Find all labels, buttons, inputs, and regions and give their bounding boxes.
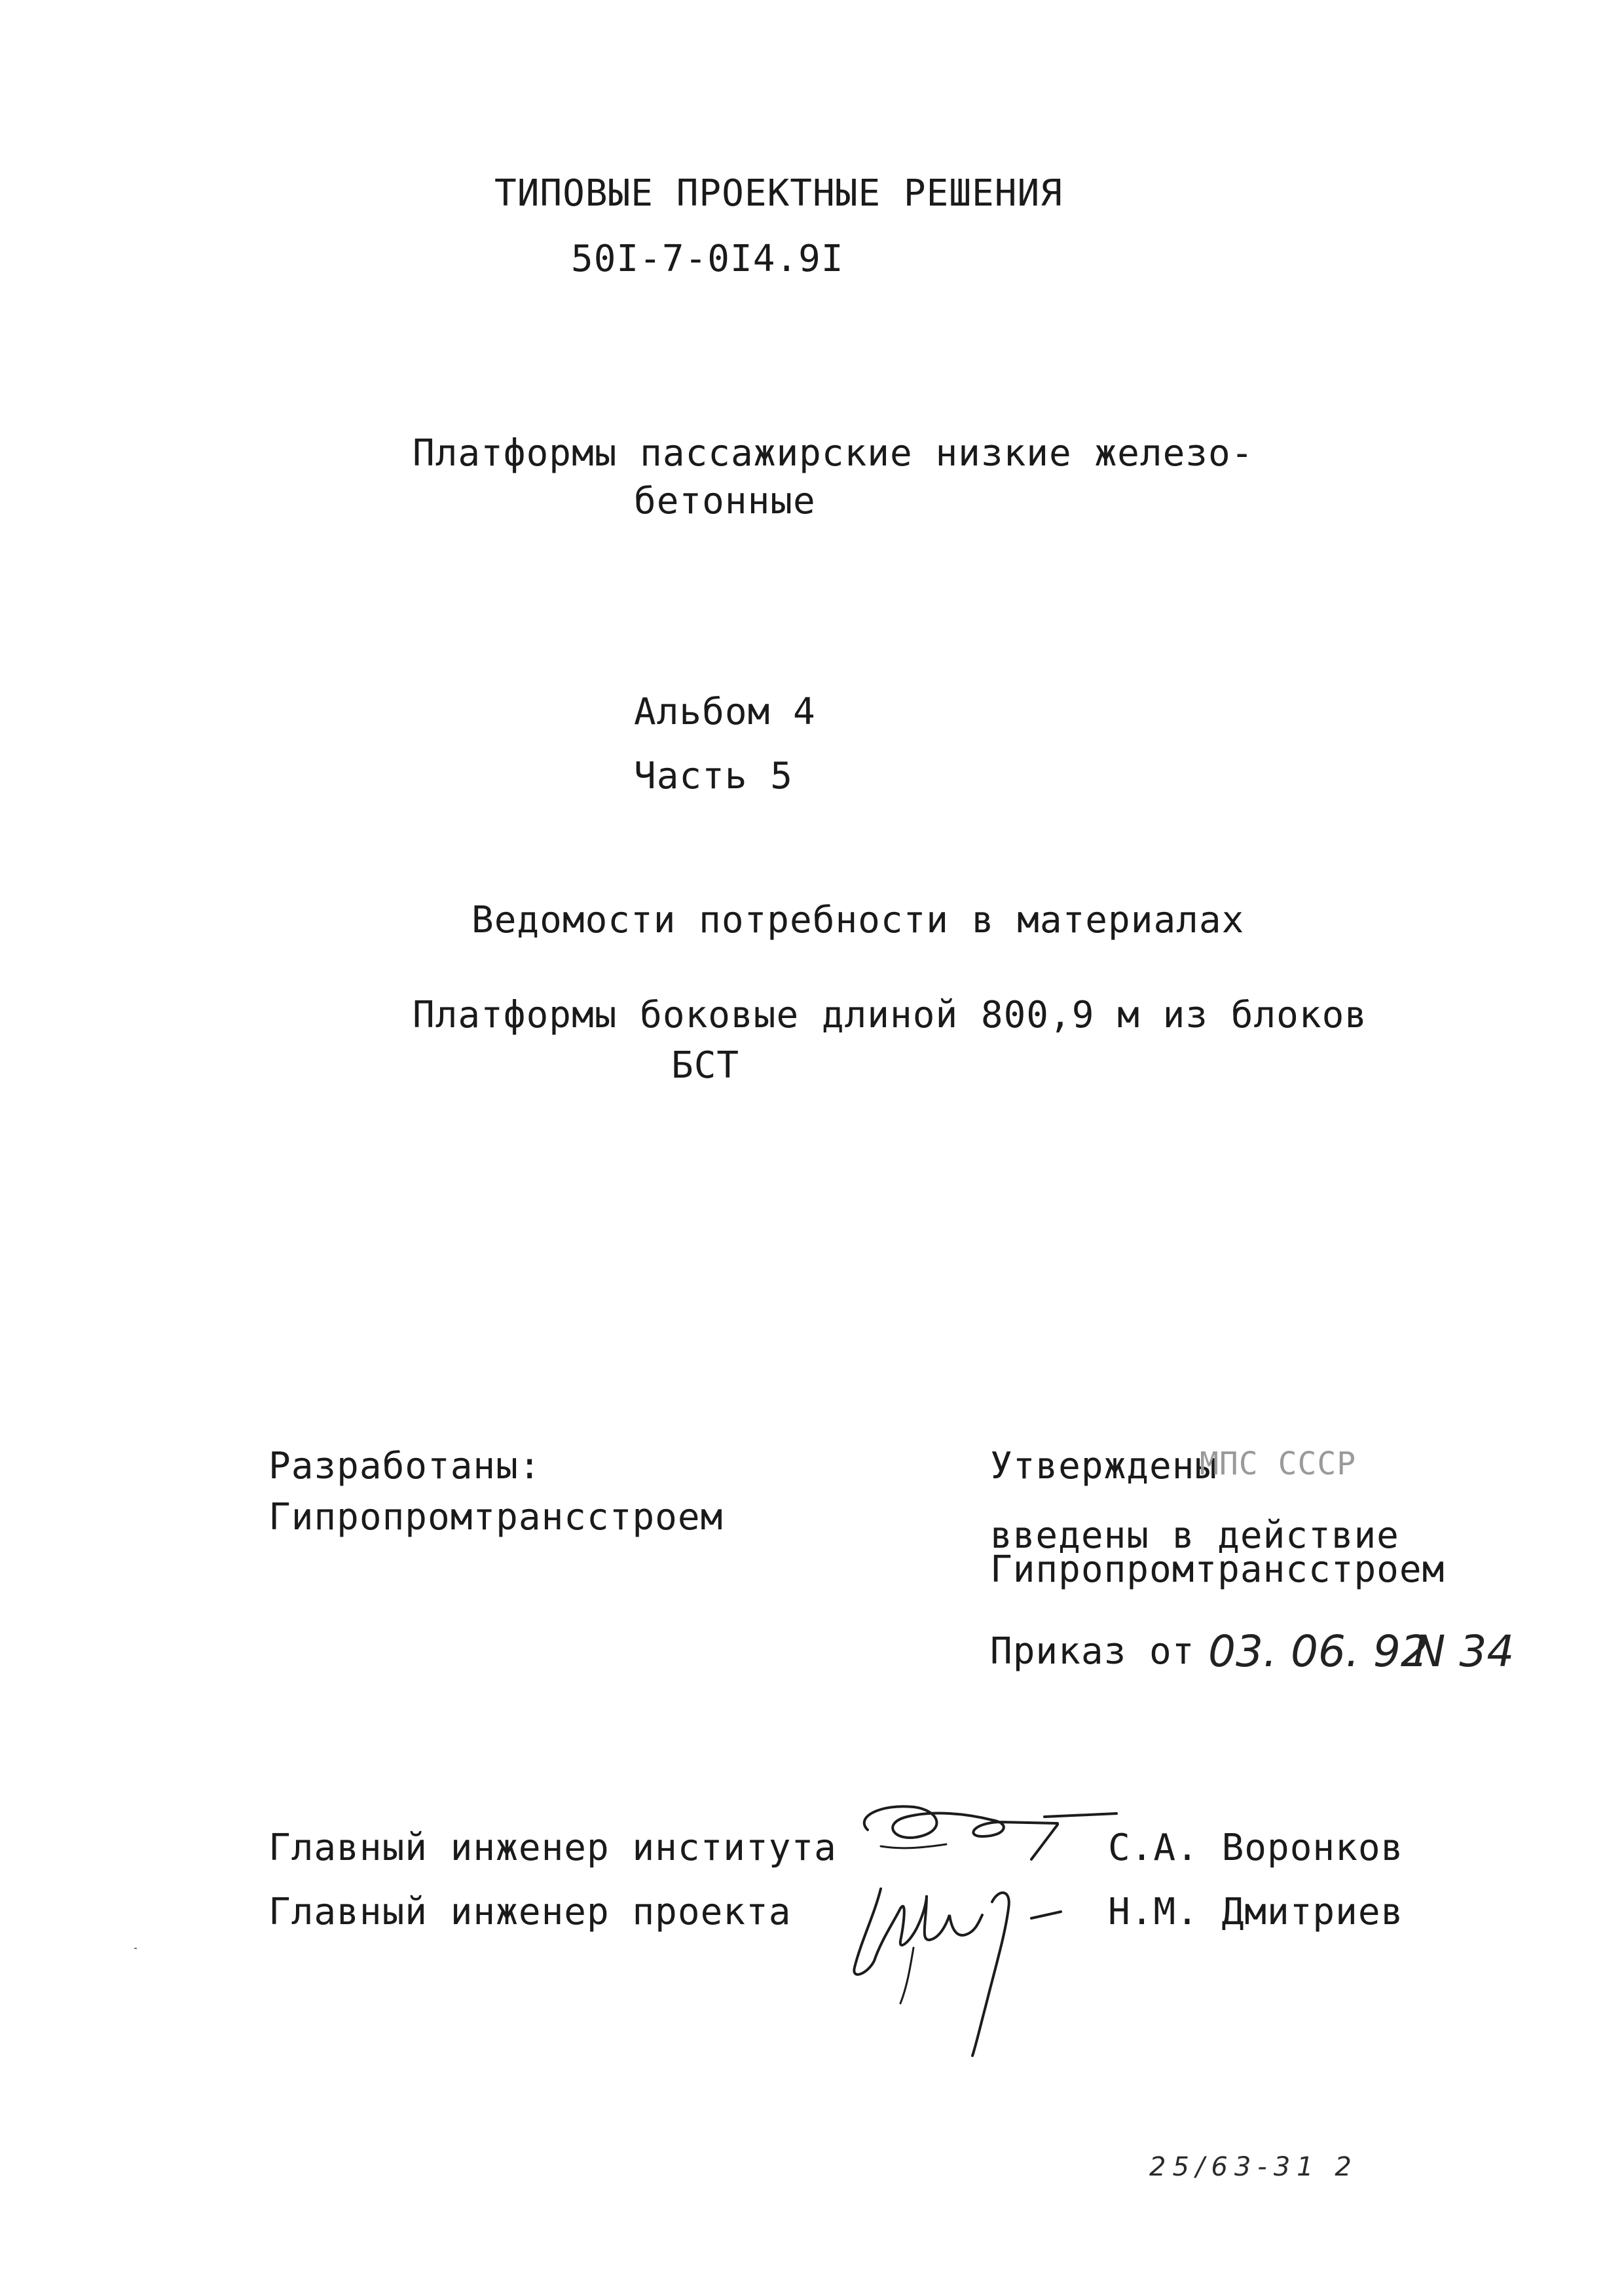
subject-description-line-1: Платформы боковые длиной 800,9 м из блоков	[413, 994, 1368, 1036]
enacted-line-2: Гипропромтрансстроем	[990, 1548, 1445, 1591]
order-label: Приказ от	[990, 1630, 1195, 1673]
document-code: 50I-7-0I4.9I	[571, 238, 844, 280]
signature-role-1: Главный инженер института	[268, 1827, 837, 1869]
scan-mark	[134, 1948, 137, 1949]
developed-label: Разработаны:	[268, 1445, 542, 1487]
signature-name-2: Н.М. Дмитриев	[1108, 1891, 1404, 1933]
part-number: Часть 5	[634, 755, 794, 797]
subject-description-line-2: БСТ	[671, 1044, 740, 1087]
series-title: ТИПОВЫЕ ПРОЕКТНЫЕ РЕШЕНИЯ	[494, 172, 1063, 215]
subject-heading: Ведомости потребности в материалах	[471, 899, 1245, 941]
enacted-line-1: введены в действие	[990, 1514, 1399, 1557]
title-line-2: бетонные	[634, 480, 816, 522]
approved-label: Утверждены	[990, 1445, 1218, 1487]
signature-name-1: С.А. Воронков	[1108, 1827, 1404, 1869]
title-line-1: Платформы пассажирские низкие железо-	[413, 432, 1254, 475]
album-number: Альбом 4	[634, 691, 816, 733]
archive-number: 25/63-31 2	[1149, 2152, 1358, 2182]
order-number: N 34	[1413, 1626, 1515, 1677]
handwritten-signature-2	[835, 1863, 1110, 2059]
developed-organization: Гипропромтрансстроем	[268, 1496, 724, 1539]
approved-authority-stamp: МПС СССР	[1200, 1446, 1357, 1482]
order-date: 03. 06. 92	[1208, 1626, 1428, 1677]
signature-role-2: Главный инженер проекта	[268, 1891, 792, 1933]
